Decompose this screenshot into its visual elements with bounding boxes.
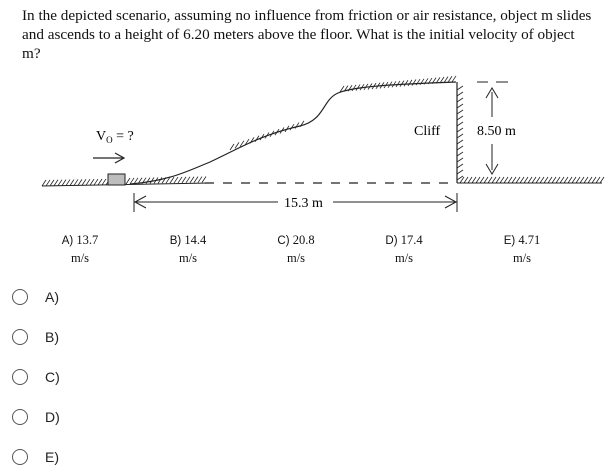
answer-choice-e: E) 4.71 m/s [503,233,541,265]
hatch-mark [532,177,536,183]
hatch-mark [584,177,588,183]
hill-curve [130,82,456,184]
hatch-mark [544,177,548,183]
hatch-mark [457,128,463,132]
hatch-mark [50,180,54,186]
option-d[interactable]: D) [12,405,132,429]
hatch-mark [508,177,512,183]
hatch-mark [457,140,463,144]
hatch-mark [178,177,182,183]
hatch-mark [457,98,463,102]
hatch-mark [596,177,600,183]
hatch-mark [408,80,412,86]
hatch-mark [480,177,484,183]
hatch-mark [556,177,560,183]
hatch-mark [400,81,404,87]
answer-choice-c: C) 20.8 m/s [277,233,315,265]
hatch-mark [190,177,194,183]
answer-choice-b: B) 14.4 m/s [169,233,207,265]
hatch-mark [62,180,66,186]
hatch-mark [416,79,420,85]
height-label: 8.50 m [477,124,516,139]
hatch-mark [520,177,524,183]
hatch-mark [126,178,130,184]
hatch-mark [42,180,46,186]
hatch-mark [102,179,106,185]
hatch-mark [528,177,532,183]
hatch-mark [457,116,463,120]
radio-e[interactable] [12,449,28,465]
hatch-mark [572,177,576,183]
hatch-mark [198,177,202,183]
hatch-mark [536,177,540,183]
hatch-mark [295,123,299,129]
hatch-mark [235,142,239,148]
hatch-mark [488,177,492,183]
hatch-mark [130,178,134,184]
hatch-mark [560,177,564,183]
velocity-label: $V_O$ = ? [96,129,134,145]
option-b[interactable]: B) [12,325,132,349]
hatch-mark [404,80,408,86]
radio-b[interactable] [12,329,28,345]
hatch-mark [540,177,544,183]
option-c[interactable]: C) [12,365,132,389]
hatch-mark [94,179,98,185]
hatch-mark [552,177,556,183]
hatch-mark [548,177,552,183]
hatch-mark [174,177,178,183]
cliff-label: Cliff [414,124,441,139]
hatch-mark [452,76,456,82]
hatch-mark [484,177,488,183]
hatch-mark [588,177,592,183]
hatch-mark [54,180,58,186]
hatch-mark [457,122,463,126]
hatch-mark [457,152,463,156]
option-a[interactable]: A) [12,285,132,309]
question-text: In the depicted scenario, assuming no influence from friction or air resistance, object m slides and ascends to a height of 6.20 meters above the floor. What is the initial velocity of object m? [22,7,592,62]
radio-a[interactable] [12,289,28,305]
hatch-mark [457,134,463,138]
hatch-mark [82,179,86,185]
hatch-mark [457,146,463,150]
hatch-mark [202,176,206,182]
hatch-mark [576,177,580,183]
object-m-block [108,174,125,185]
hatch-mark [182,177,186,183]
hatch-mark [58,180,62,186]
hatch-mark [492,177,496,183]
hatch-mark [90,179,94,185]
hatch-mark [186,177,190,183]
hatch-mark [457,86,463,90]
hatch-mark [524,177,528,183]
hatch-mark [250,137,254,143]
hatch-mark [600,177,604,183]
hatch-mark [352,85,356,91]
hatch-mark [457,158,463,162]
option-e[interactable]: E) [12,445,132,469]
hatch-mark [472,177,476,183]
distance-label: 15.3 m [284,196,323,211]
hatch-mark [568,177,572,183]
hatch-mark [476,177,480,183]
hatch-mark [412,80,416,86]
answer-choice-a: A) 13.7 m/s [61,233,99,265]
hatch-mark [348,85,352,91]
hatch-mark [512,177,516,183]
hatch-mark [564,177,568,183]
hatch-mark [46,180,50,186]
hatch-mark [170,177,174,183]
hatch-mark [66,180,70,186]
hatch-mark [86,179,90,185]
hatch-mark [457,110,463,114]
radio-d[interactable] [12,409,28,425]
ground-left [42,176,210,186]
hatch-mark [592,177,596,183]
hatch-mark [500,177,504,183]
answer-choice-d: D) 17.4 m/s [385,233,423,265]
hatch-mark [496,177,500,183]
hatch-mark [74,179,78,185]
hatch-mark [230,144,234,150]
hatch-mark [516,177,520,183]
radio-c[interactable] [12,369,28,385]
hatch-mark [457,92,463,96]
hatch-mark [580,177,584,183]
hatch-mark [78,179,82,185]
hatch-mark [468,177,472,183]
hatch-mark [70,179,74,185]
physics-diagram [0,0,612,230]
hatch-mark [457,104,463,108]
hatch-mark [194,177,198,183]
hatch-mark [457,170,463,174]
hatch-mark [98,179,102,185]
hatch-mark [448,76,452,82]
hatch-mark [457,164,463,168]
hatch-mark [464,177,468,183]
velocity-arrow-icon [93,153,124,163]
hatch-mark [504,177,508,183]
